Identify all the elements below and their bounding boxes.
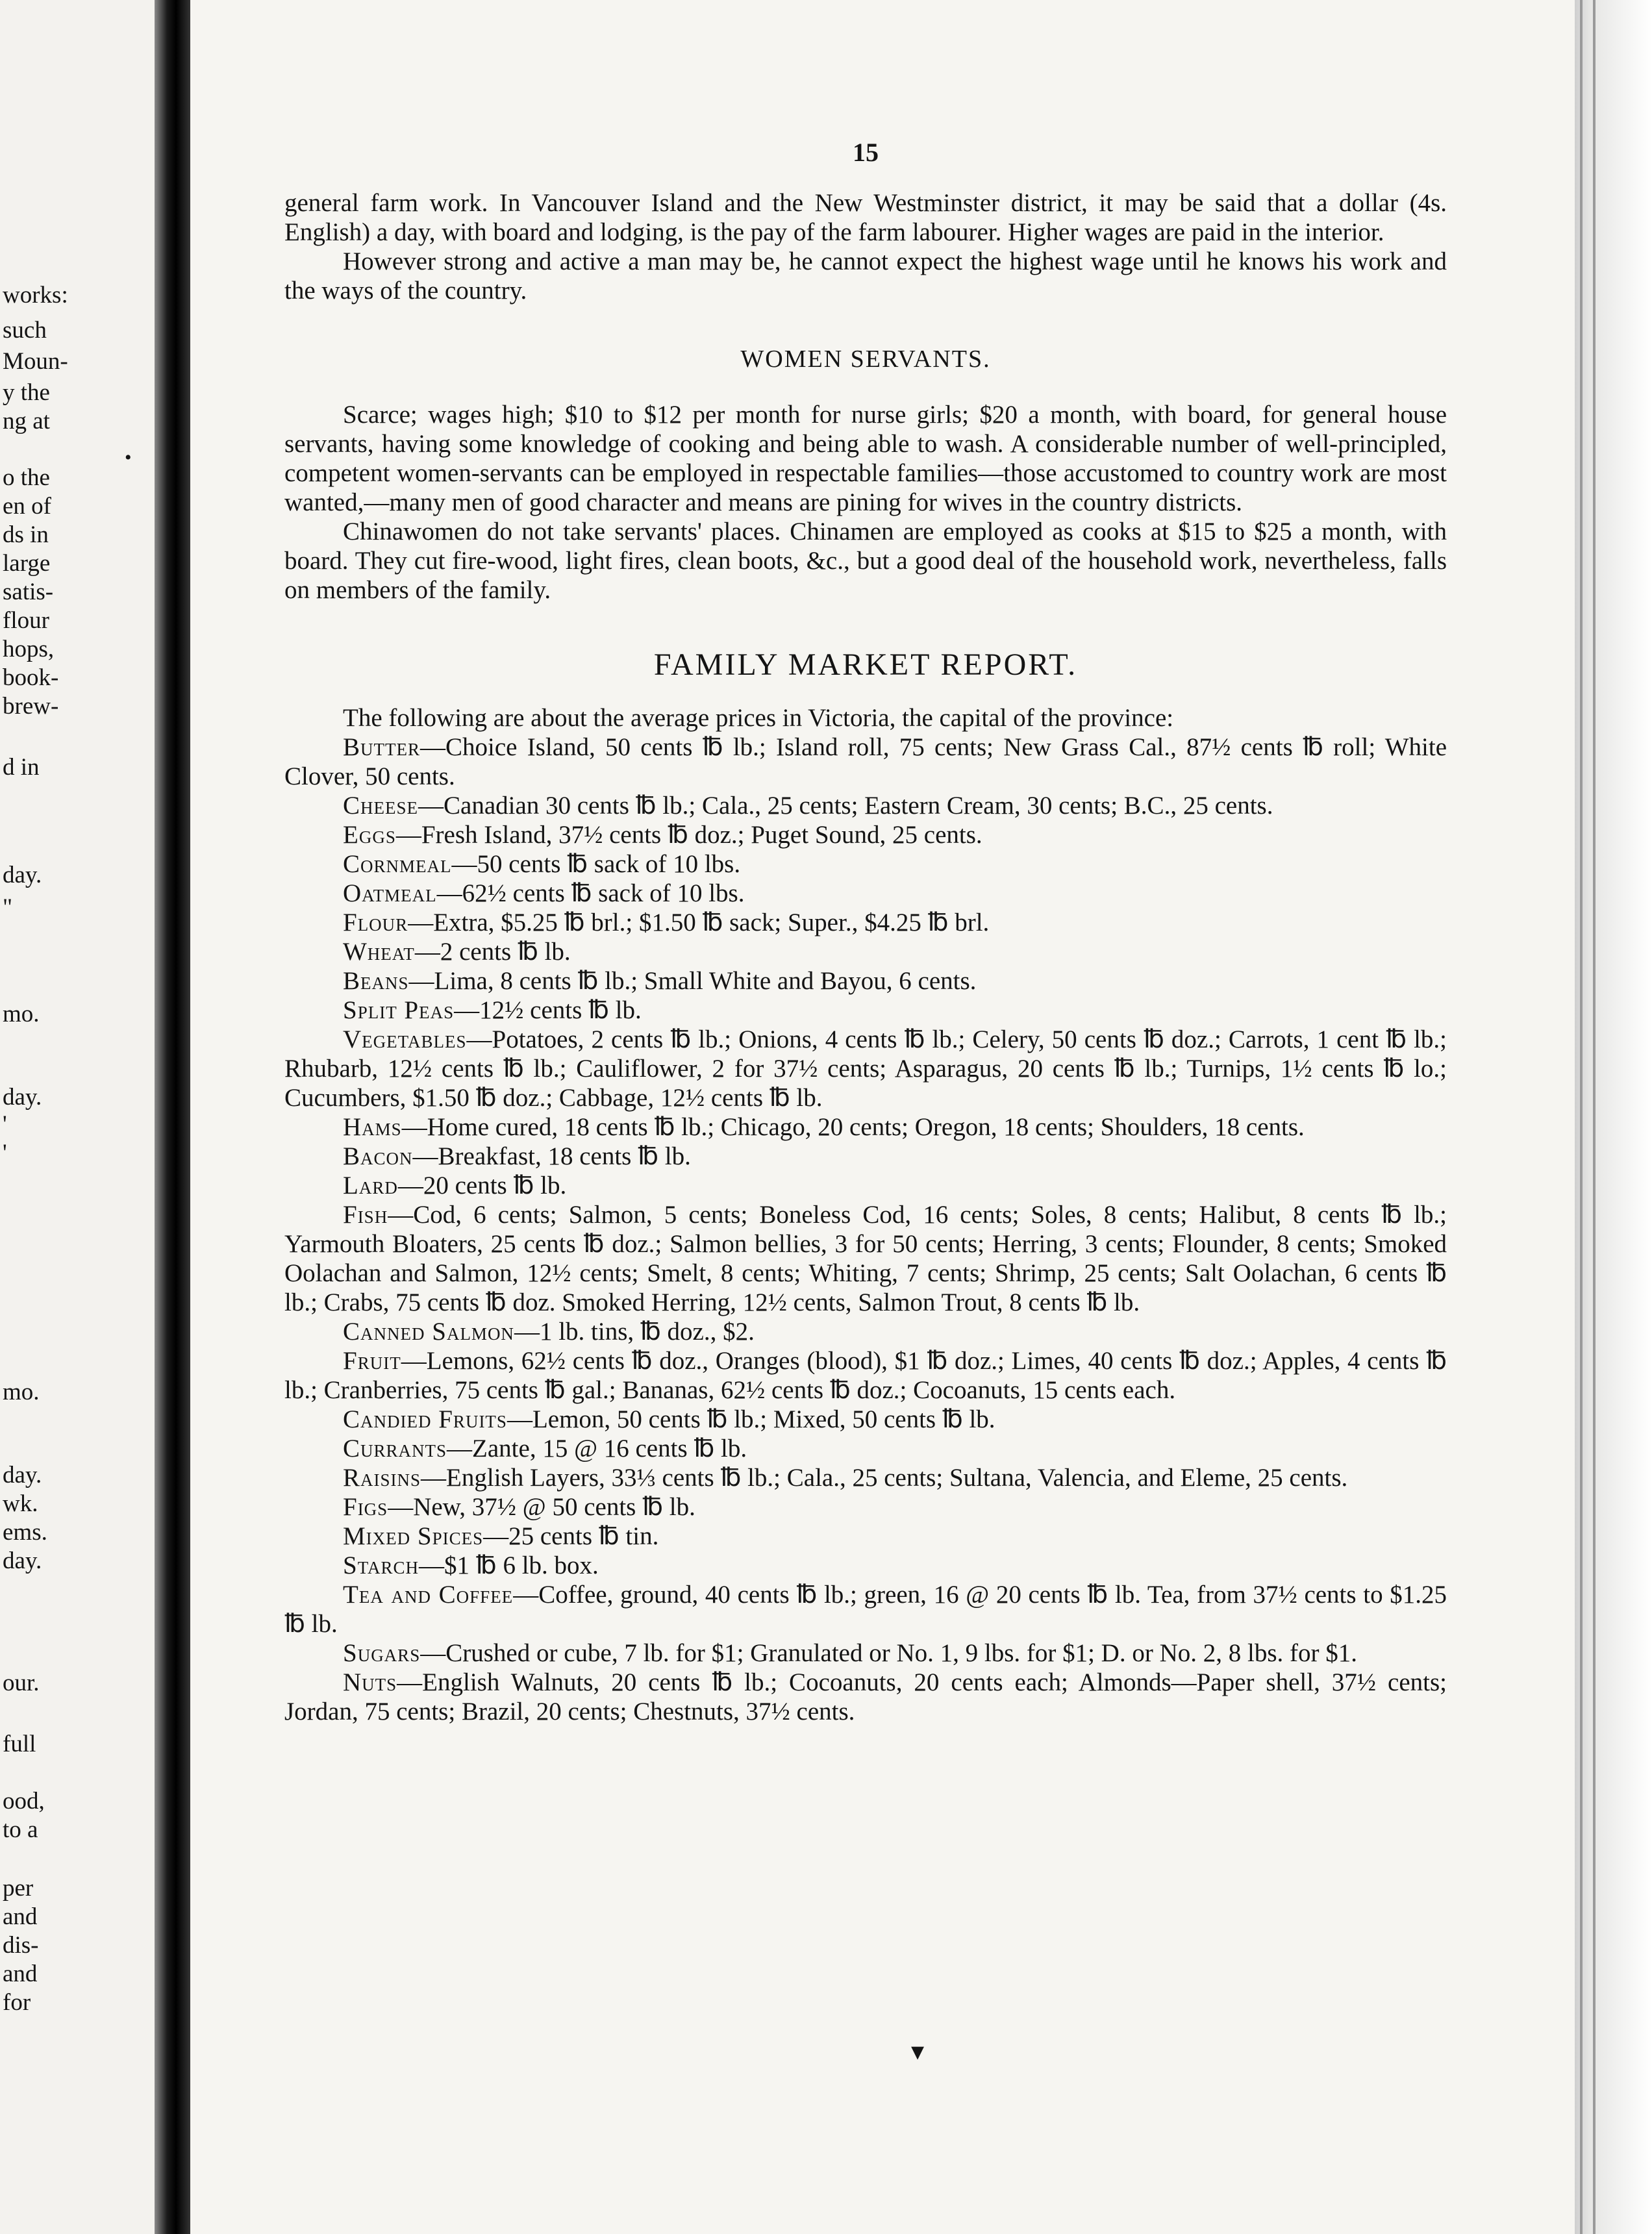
market-item	[284, 1142, 1447, 1171]
page-edge	[1575, 0, 1652, 2234]
market-item-prices: —Coffee, ground, 40 cents ℔ lb.; green, 16 @ 20 cents ℔ lb. Tea, from 37½ cents to $1.25 ℔ lb.	[284, 1581, 1447, 1638]
market-item-name: Lard	[343, 1172, 398, 1199]
market-item-prices: —New, 37½ @ 50 cents ℔ lb.	[388, 1493, 695, 1521]
market-item-name: Fruit	[343, 1347, 401, 1375]
left-page-fragment: day.	[3, 1462, 42, 1488]
market-item	[284, 1112, 1447, 1142]
left-page-fragment: and	[3, 1961, 38, 1987]
market-item-name: Vegetables	[343, 1025, 467, 1053]
left-page-fragment: and	[3, 1903, 38, 1930]
market-item-prices: —Breakfast, 18 cents ℔ lb.	[412, 1142, 691, 1170]
market-item	[284, 1025, 1447, 1112]
market-item-prices: —12½ cents ℔ lb.	[454, 996, 642, 1024]
market-item	[284, 1463, 1447, 1492]
market-item	[284, 966, 1447, 996]
ink-mark: •	[125, 447, 132, 468]
intro-paragraph-1: general farm work. In Vancouver Island and the New Westminster district, it may be said that a dollar (4s. English) a day, with board and lodging, is the pay of the farm labourer. Higher wages are paid in the interior.	[284, 189, 1447, 246]
book-gutter	[155, 0, 190, 2234]
women-servants-paragraph-1: Scarce; wages high; $10 to $12 per month for nurse girls; $20 a month, with board, for general house servants, having some knowledge of cooking and being able to wash. A considerable number of well-principled, competent women-servants can be employed in respectable families—those accustomed to country work are most wanted,—many men of good character and means are pining for wives in the country districts.	[284, 401, 1447, 516]
women-servants-heading: WOMEN SERVANTS.	[740, 345, 991, 373]
market-item-list	[284, 733, 1447, 1726]
market-item-name: Nuts	[343, 1668, 397, 1696]
market-item-name: Currants	[343, 1435, 447, 1462]
market-item-name: Mixed Spices	[343, 1522, 484, 1550]
market-item	[284, 791, 1447, 820]
left-page-fragment: such	[3, 317, 47, 344]
page-edge-line	[1580, 0, 1583, 2234]
market-item-name: Starch	[343, 1551, 419, 1579]
left-page-fragment: satis-	[3, 579, 54, 605]
market-item-name: Eggs	[343, 821, 396, 849]
market-item-name: Butter	[343, 733, 420, 761]
market-item-prices: —Extra, $5.25 ℔ brl.; $1.50 ℔ sack; Super., $4.25 ℔ brl.	[408, 909, 990, 936]
market-item-name: Wheat	[343, 938, 415, 966]
left-page-fragment: per	[3, 1875, 34, 1901]
market-item-prices: —Potatoes, 2 cents ℔ lb.; Onions, 4 cents ℔ lb.; Celery, 50 cents ℔ doz.; Carrots, 1 cent ℔ lb.; Rhubarb, 12½ cents ℔ lb.; Cauliflower, 2 for 37½ cents; Asparagus, 20 cents ℔ lb.; Turnips, 1½ cents ℔ lo.; Cucumbers, $1.50 ℔ doz.; Cabbage, 12½ cents ℔ lb.	[284, 1025, 1447, 1112]
market-item	[284, 1668, 1447, 1726]
left-page-fragment: ems.	[3, 1519, 47, 1546]
left-page-fragment: y the	[3, 379, 50, 406]
left-page-fragment: day.	[3, 1548, 42, 1574]
market-item-prices: —Choice Island, 50 cents ℔ lb.; Island roll, 75 cents; New Grass Cal., 87½ cents ℔ roll; White Clover, 50 cents.	[284, 733, 1447, 790]
market-item-prices: —1 lb. tins, ℔ doz., $2.	[514, 1318, 755, 1346]
left-page-fragment: en of	[3, 493, 51, 520]
market-item	[284, 1405, 1447, 1434]
market-item	[284, 1522, 1447, 1551]
intro-paragraph-2: However strong and active a man may be, he cannot expect the highest wage until he knows his work and the ways of the country.	[284, 247, 1447, 305]
left-page-fragment: dis-	[3, 1932, 39, 1959]
left-page-fragment: "	[3, 894, 13, 921]
left-page-fragment: ood,	[3, 1788, 45, 1814]
market-item-prices: —Zante, 15 @ 16 cents ℔ lb.	[447, 1435, 747, 1462]
market-item	[284, 849, 1447, 879]
left-page-fragment: brew-	[3, 693, 59, 720]
market-item-prices: —Cod, 6 cents; Salmon, 5 cents; Boneless Cod, 16 cents; Soles, 8 cents; Halibut, 8 cents ℔ lb.; Yarmouth Bloaters, 25 cents ℔ doz.; Salmon bellies, 3 for 50 cents; Herring, 3 cents; Flounder, 8 cents; Smoked Oolachan and Salmon, 12½ cents; Smelt, 8 cents; Whiting, 7 cents; Shrimp, 25 cents; Salt Oolachan, 6 cents ℔ lb.; Crabs, 75 cents ℔ doz. Smoked Herring, 12½ cents, Salmon Trout, 8 cents ℔ lb.	[284, 1201, 1447, 1316]
market-item	[284, 1638, 1447, 1668]
left-page-fragment: day.	[3, 862, 42, 888]
market-item-prices: —2 cents ℔ lb.	[414, 938, 571, 966]
market-item-prices: —62½ cents ℔ sack of 10 lbs.	[436, 879, 745, 907]
market-item-name: Oatmeal	[343, 879, 437, 907]
left-page-fragment: mo.	[3, 1001, 40, 1027]
left-page-fragment: day.	[3, 1084, 42, 1111]
market-item	[284, 1317, 1447, 1346]
market-item-name: Cheese	[343, 792, 419, 820]
left-page-fragment: '	[3, 1140, 7, 1166]
market-item	[284, 733, 1447, 791]
market-item-name: Tea and Coffee	[343, 1581, 514, 1609]
market-report-heading: FAMILY MARKET REPORT.	[653, 647, 1078, 682]
left-page-fragment: works:	[3, 282, 68, 308]
market-item-prices: —Home cured, 18 cents ℔ lb.; Chicago, 20 cents; Oregon, 18 cents; Shoulders, 18 cents.	[401, 1113, 1305, 1141]
market-item	[284, 1434, 1447, 1463]
left-page-fragment: wk.	[3, 1490, 38, 1517]
market-item-name: Bacon	[343, 1142, 413, 1170]
market-item-prices: —English Layers, 33⅓ cents ℔ lb.; Cala., 25 cents; Sultana, Valencia, and Eleme, 25 cents.	[421, 1464, 1348, 1492]
market-item	[284, 820, 1447, 849]
market-item-name: Beans	[343, 967, 409, 995]
market-item-prices: —20 cents ℔ lb.	[397, 1172, 567, 1199]
market-item-name: Fish	[343, 1201, 388, 1229]
page-edge-line	[1593, 0, 1596, 2234]
left-page-fragment: for	[3, 1989, 31, 2016]
left-page-fragment: o the	[3, 464, 50, 491]
market-report-intro: The following are about the average prices in Victoria, the capital of the province:	[343, 704, 1174, 732]
market-item-name: Sugars	[343, 1639, 421, 1667]
left-page-fragment: large	[3, 550, 51, 577]
market-item-prices: —25 cents ℔ tin.	[483, 1522, 659, 1550]
left-page-fragment: Moun-	[3, 348, 68, 375]
market-item-prices: —Fresh Island, 37½ cents ℔ doz.; Puget Sound, 25 cents.	[395, 821, 982, 849]
market-item-prices: —50 cents ℔ sack of 10 lbs.	[451, 850, 741, 878]
left-page-fragment: ng at	[3, 408, 50, 434]
market-item	[284, 1551, 1447, 1580]
left-page-fragment: book-	[3, 664, 59, 691]
market-item-name: Figs	[343, 1493, 388, 1521]
left-page-fragment: hops,	[3, 636, 55, 662]
left-page-fragment: mo.	[3, 1379, 40, 1405]
market-item-name: Hams	[343, 1113, 402, 1141]
left-page-fragment: to a	[3, 1816, 38, 1843]
market-item-prices: —Crushed or cube, 7 lb. for $1; Granulated or No. 1, 9 lbs. for $1; D. or No. 2, 8 lbs. for $1.	[420, 1639, 1357, 1667]
market-item	[284, 879, 1447, 908]
market-item	[284, 1346, 1447, 1405]
market-item	[284, 1200, 1447, 1317]
market-item-prices: —Lima, 8 cents ℔ lb.; Small White and Bayou, 6 cents.	[408, 967, 977, 995]
market-item	[284, 1492, 1447, 1522]
market-item-prices: —Canadian 30 cents ℔ lb.; Cala., 25 cents; Eastern Cream, 30 cents; B.C., 25 cents.	[418, 792, 1273, 820]
market-item-name: Flour	[343, 909, 408, 936]
market-item	[284, 937, 1447, 966]
ink-mark: ▾	[911, 2037, 925, 2066]
market-item-name: Raisins	[343, 1464, 421, 1492]
market-item-name: Cornmeal	[343, 850, 452, 878]
market-item-prices: —$1 ℔ 6 lb. box.	[419, 1551, 599, 1579]
book-page	[190, 0, 1575, 2234]
market-item-name: Canned Salmon	[343, 1318, 514, 1346]
left-page-fragment: ds in	[3, 521, 49, 548]
text-column	[284, 136, 1447, 1726]
left-page-fragment: our.	[3, 1670, 40, 1696]
market-item-prices: —Lemon, 50 cents ℔ lb.; Mixed, 50 cents ℔ lb.	[507, 1405, 995, 1433]
left-page-fragment: '	[3, 1111, 7, 1138]
left-page-fragment: d in	[3, 754, 40, 781]
market-item-name: Candied Fruits	[343, 1405, 507, 1433]
market-item-prices: —English Walnuts, 20 cents ℔ lb.; Cocoanuts, 20 cents each; Almonds—Paper shell, 37½ cents; Jordan, 75 cents; Brazil, 20 cents; Chestnuts, 37½ cents.	[284, 1668, 1447, 1726]
market-item	[284, 1171, 1447, 1200]
women-servants-paragraph-2: Chinawomen do not take servants' places. Chinamen are employed as cooks at $15 to $25 a month, with board. They cut fire-wood, light fires, clean boots, &c., but a good deal of the household work, nevertheless, falls on members of the family.	[284, 518, 1447, 604]
market-item-name: Split Peas	[343, 996, 455, 1024]
left-page-fragment: full	[3, 1731, 36, 1757]
page-number: 15	[853, 138, 879, 167]
left-page-fragment: flour	[3, 607, 49, 634]
market-item	[284, 996, 1447, 1025]
market-item	[284, 908, 1447, 937]
market-item	[284, 1580, 1447, 1638]
left-facing-page	[0, 0, 170, 2234]
market-item-prices: —Lemons, 62½ cents ℔ doz., Oranges (blood), $1 ℔ doz.; Limes, 40 cents ℔ doz.; Apples, 4 cents ℔ lb.; Cranberries, 75 cents ℔ gal.; Bananas, 62½ cents ℔ doz.; Cocoanuts, 15 cents each.	[284, 1347, 1447, 1404]
